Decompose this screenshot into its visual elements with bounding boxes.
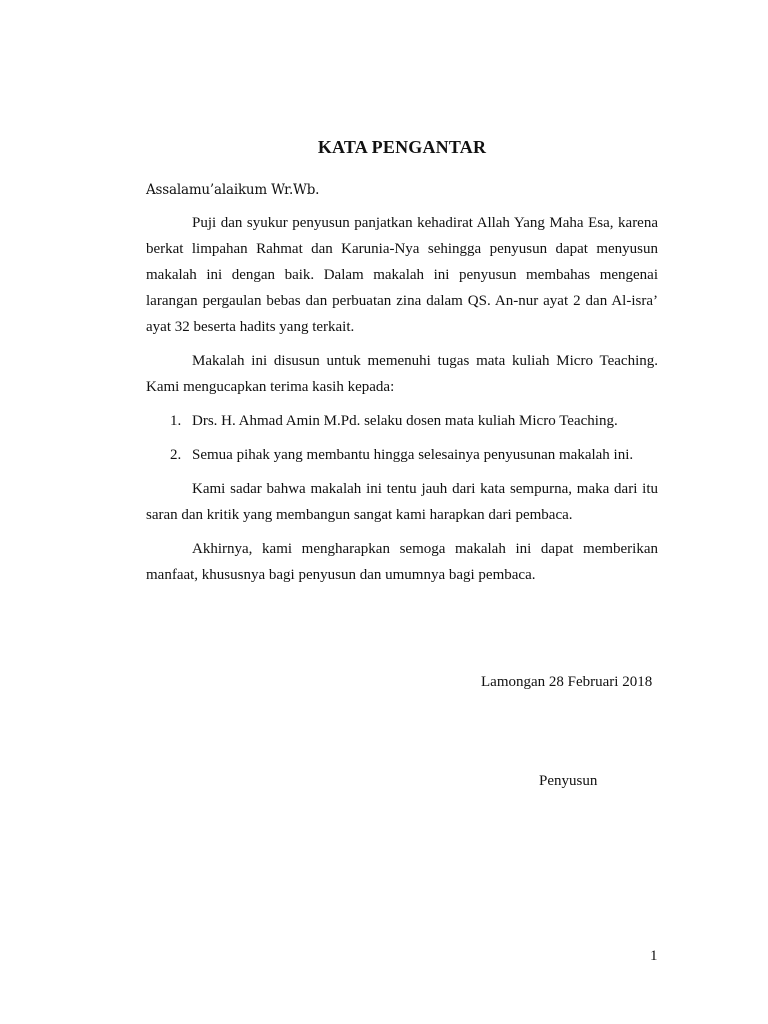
paragraph-closing: Akhirnya, kami mengharapkan semoga makalah ini dapat memberikan manfaat, khususnya bagi penyusun dan umumnya bagi pembaca.	[146, 541, 658, 583]
place-date: Lamongan 28 Februari 2018	[481, 674, 653, 690]
list-number: 1.	[170, 413, 182, 429]
signer: Penyusun	[539, 773, 598, 789]
list-text: Drs. H. Ahmad Amin M.Pd. selaku dosen mata kuliah Micro Teaching.	[192, 413, 618, 429]
list-item	[146, 442, 658, 468]
list-item	[146, 408, 658, 434]
body-text	[146, 210, 658, 596]
thanks-list	[146, 408, 658, 468]
greeting: Assalamu’alaikum Wr.Wb.	[146, 182, 320, 198]
list-number: 2.	[170, 447, 182, 463]
paragraph-intro: Puji dan syukur penyusun panjatkan kehadirat Allah Yang Maha Esa, karena berkat limpahan Rahmat dan Karunia-Nya sehingga penyusun dapat menyusun makalah ini dengan baik. Dalam makalah ini penyusun membahas mengenai larangan pergaulan bebas dan perbuatan zina dalam QS. An-nur ayat 2 dan Al-isra’ ayat 32 beserta hadits yang terkait.	[146, 215, 658, 335]
paragraph-apology: Kami sadar bahwa makalah ini tentu jauh dari kata sempurna, maka dari itu saran dan kritik yang membangun sangat kami harapkan dari pembaca.	[146, 481, 658, 523]
page-number: 1	[650, 948, 658, 964]
list-text: Semua pihak yang membantu hingga selesainya penyusunan makalah ini.	[192, 447, 634, 463]
paragraph-purpose: Makalah ini disusun untuk memenuhi tugas mata kuliah Micro Teaching. Kami mengucapkan terima kasih kepada:	[146, 353, 658, 395]
page-title: KATA PENGANTAR	[317, 137, 487, 157]
